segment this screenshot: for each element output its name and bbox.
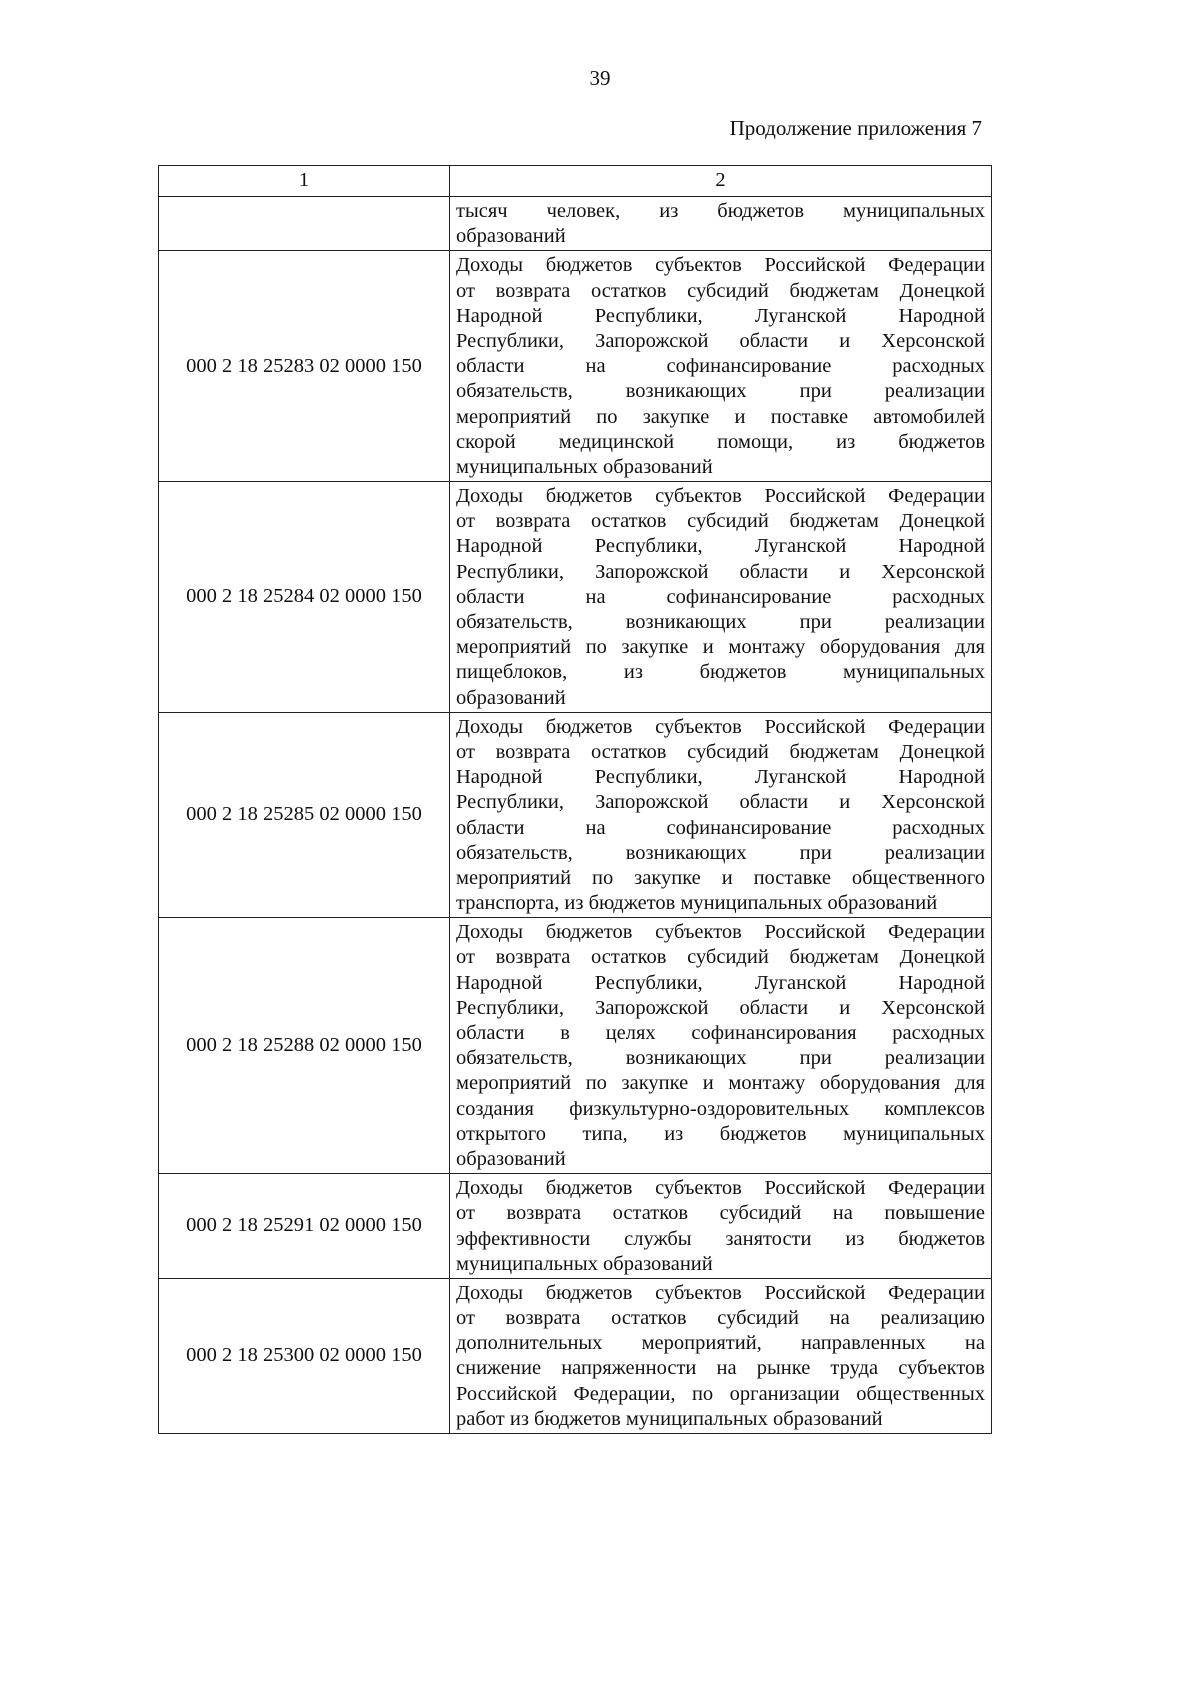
description-line: от возврата остатков субсидий бюджетам Донецкой xyxy=(456,946,985,969)
table-row xyxy=(159,482,992,713)
column-header-2: 2 xyxy=(450,166,992,197)
description-line: Народной Республики, Луганской Народной xyxy=(456,766,985,789)
description-line: дополнительных мероприятий, направленных на xyxy=(456,1332,985,1355)
revenue-code-cell: 000 2 18 25284 02 0000 150 xyxy=(159,482,450,713)
description-line: пищеблоков, из бюджетов муниципальных xyxy=(456,661,985,684)
revenue-code-cell: 000 2 18 25291 02 0000 150 xyxy=(159,1174,450,1279)
budget-codes-table xyxy=(158,165,992,1434)
revenue-code-cell: 000 2 18 25285 02 0000 150 xyxy=(159,712,450,918)
description-line: мероприятий по закупке и поставке общественного xyxy=(456,866,985,889)
revenue-code-cell: 000 2 18 25300 02 0000 150 xyxy=(159,1278,450,1433)
description-line: мероприятий по закупке и монтажу оборудования для xyxy=(456,636,985,659)
description-line: от возврата остатков субсидий на реализацию xyxy=(456,1307,985,1330)
description-line: образований xyxy=(456,225,566,248)
description-line: обязательств, возникающих при реализации xyxy=(456,1047,985,1070)
description-line: транспорта, из бюджетов муниципальных образований xyxy=(456,892,938,915)
description-line: от возврата остатков субсидий бюджетам Донецкой xyxy=(456,740,985,763)
description-line: от возврата остатков субсидий бюджетам Донецкой xyxy=(456,279,985,302)
description-line: Доходы бюджетов субъектов Российской Федерации xyxy=(456,921,985,944)
description-line: области в целях софинансирования расходных xyxy=(456,1022,985,1044)
description-line: Российской Федерации, по организации общественных xyxy=(456,1382,985,1405)
description-line: Доходы бюджетов субъектов Российской Федерации xyxy=(456,1281,985,1304)
table-row xyxy=(159,1278,992,1433)
appendix-continuation-label: Продолжение приложения 7 xyxy=(729,116,982,140)
description-line: скорой медицинской помощи, из бюджетов xyxy=(456,430,985,453)
description-line: муниципальных образований xyxy=(456,1252,713,1275)
revenue-description-cell xyxy=(450,712,992,918)
description-line: снижение напряженности на рынке труда субъектов xyxy=(456,1357,985,1380)
table-row xyxy=(159,712,992,918)
description-line: Народной Республики, Луганской Народной xyxy=(456,535,985,558)
description-line: области на софинансирование расходных xyxy=(456,355,985,378)
description-line: области на софинансирование расходных xyxy=(456,816,985,839)
description-line: Народной Республики, Луганской Народной xyxy=(456,971,985,994)
description-line: Доходы бюджетов субъектов Российской Федерации xyxy=(456,254,985,277)
description-line: обязательств, возникающих при реализации xyxy=(456,841,985,864)
description-line: от возврата остатков субсидий бюджетам Донецкой xyxy=(456,510,985,533)
table-row xyxy=(159,197,992,251)
description-line: тысяч человек, из бюджетов муниципальных xyxy=(456,200,985,222)
revenue-description-cell xyxy=(450,1278,992,1433)
description-line: Доходы бюджетов субъектов Российской Федерации xyxy=(456,715,985,738)
description-line: образований xyxy=(456,1147,566,1170)
description-line: области на софинансирование расходных xyxy=(456,585,985,608)
description-line: Республики, Запорожской области и Херсонской xyxy=(456,996,985,1019)
table-row xyxy=(159,1174,992,1279)
revenue-code-cell xyxy=(159,197,450,251)
description-line: муниципальных образований xyxy=(456,455,713,478)
description-line: Республики, Запорожской области и Херсонской xyxy=(456,560,985,583)
description-line: Народной Республики, Луганской Народной xyxy=(456,304,985,327)
description-line: мероприятий по закупке и монтажу оборудования для xyxy=(456,1072,985,1095)
table-row xyxy=(159,918,992,1174)
revenue-description-cell xyxy=(450,918,992,1174)
description-line: эффективности службы занятости из бюджетов xyxy=(456,1227,985,1250)
revenue-description-cell xyxy=(450,197,992,251)
description-line: обязательств, возникающих при реализации xyxy=(456,380,985,403)
description-line: открытого типа, из бюджетов муниципальных xyxy=(456,1122,985,1145)
revenue-description-cell xyxy=(450,482,992,713)
description-line: работ из бюджетов муниципальных образований xyxy=(456,1407,883,1430)
table-row xyxy=(159,251,992,482)
description-line: создания физкультурно-оздоровительных комплексов xyxy=(456,1097,985,1120)
table-header-row xyxy=(159,166,992,197)
description-line: обязательств, возникающих при реализации xyxy=(456,611,985,633)
page-number: 39 xyxy=(589,66,611,90)
description-line: Доходы бюджетов субъектов Российской Федерации xyxy=(456,485,985,508)
description-line: Республики, Запорожской области и Херсонской xyxy=(456,329,985,352)
description-line: мероприятий по закупке и поставке автомобилей xyxy=(456,405,985,428)
description-line: от возврата остатков субсидий на повышение xyxy=(456,1202,985,1225)
revenue-code-cell: 000 2 18 25283 02 0000 150 xyxy=(159,251,450,482)
revenue-code-cell: 000 2 18 25288 02 0000 150 xyxy=(159,918,450,1174)
description-line: образований xyxy=(456,686,566,709)
description-line: Республики, Запорожской области и Херсонской xyxy=(456,791,985,814)
revenue-description-cell xyxy=(450,1174,992,1279)
revenue-description-cell xyxy=(450,251,992,482)
description-line: Доходы бюджетов субъектов Российской Федерации xyxy=(456,1177,985,1200)
column-header-1: 1 xyxy=(159,166,450,197)
